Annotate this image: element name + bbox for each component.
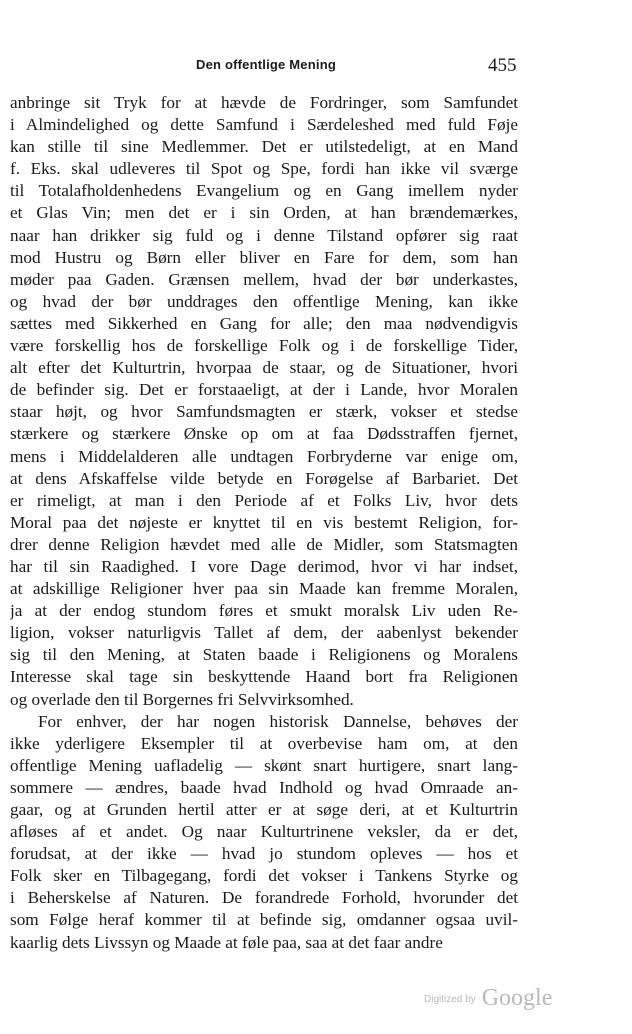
page-number: 455 (488, 55, 517, 76)
text-line: kan stille til sine Medlemmer. Det er utilstedeligt, at en Mand (10, 137, 518, 157)
text-line: i Beherskelse af Naturen. De forandrede Forhold, hvorunder det (10, 888, 518, 908)
text-line: og hvad der bør unddrages den offentlige Mening, kan ikke (10, 291, 518, 311)
text-line: de befinder sig. Det er forstaaeligt, at der i Lande, hvor Moralen (10, 380, 518, 400)
text-line: mod Hustru og Børn eller bliver en Fare for dem, som han (10, 247, 518, 267)
text-line: et Glas Vin; men det er i sin Orden, at han brændemærkes, (10, 203, 518, 223)
google-logo: Google (481, 985, 553, 1011)
text-line: Folk sker en Tilbagegang, fordi det vokser i Tankens Styrke og (10, 866, 518, 886)
text-line: kaarlig dets Livssyn og Maade at føle paa, saa at det faar andre (10, 932, 443, 952)
text-line: at dens Afskaffelse vilde betyde en Forøgelse af Barbariet. Det (10, 468, 518, 488)
text-line: staar højt, og hvor Samfundsmagten er stærk, vokser et stedse (10, 402, 518, 422)
text-line: stærkere og stærkere Ønske op om at faa Dødsstraffen fjernet, (10, 424, 518, 444)
text-line: har til sin Raadighed. I vore Dage derimod, hvor vi har indset, (10, 556, 518, 576)
text-line: ikke yderligere Eksempler til at overbevise ham om, at den (10, 733, 518, 753)
text-line: er rimeligt, at man i den Periode af et Folks Liv, hvor dets (10, 490, 518, 510)
text-line: afløses af et andet. Og naar Kulturtrinene veksler, da er det, (10, 822, 518, 842)
body-text (10, 92, 518, 954)
text-line: være forskellig hos de forskellige Folk og i de forskellige Tider, (10, 336, 518, 356)
text-line: For enhver, der har nogen historisk Dannelse, behøves der (38, 711, 518, 731)
text-line: anbringe sit Tryk for at hævde de Fordringer, som Samfundet (10, 93, 518, 112)
text-line: ligion, vokser naturligvis Tallet af dem, der aabenlyst bekender (10, 623, 518, 643)
text-line: forudsat, at der ikke — hvad jo stundom opleves — hos et (10, 844, 518, 864)
text-line: Interesse skal tage sin beskyttende Haand bort fra Religionen (10, 667, 518, 687)
text-line: at adskillige Religioner hver paa sin Maade kan fremme Moralen, (10, 579, 518, 599)
watermark-prefix: Digitized by (424, 994, 476, 1005)
text-line: f. Eks. skal udleveres til Spot og Spe, fordi han ikke vil sværge (10, 159, 518, 179)
running-title: Den offentlige Mening (196, 57, 336, 72)
text-line: i Almindelighed og dette Samfund i Særdeleshed med fuld Føje (10, 115, 518, 135)
text-line: drer denne Religion hævdet med alle de Midler, som Statsmagten (10, 534, 518, 554)
text-line: ja at der endog stundom føres et smukt moralsk Liv uden Re- (10, 601, 518, 621)
text-line: møder paa Gaden. Grænsen mellem, hvad der bør underkastes, (10, 269, 518, 289)
page-header (0, 55, 632, 77)
text-line: og overlade den til Borgernes fri Selvvirksomhed. (10, 689, 354, 709)
text-line: sættes med Sikkerhed en Gang for alle; den maa nødvendigvis (10, 313, 518, 333)
text-line: mens i Middelalderen alle undtagen Forbryderne var enige om, (10, 446, 518, 466)
text-line: til Totalafholdenhedens Evangelium og en Gang imellem nyder (10, 181, 518, 201)
text-line: offentlige Mening uafladelig — skønt snart hurtigere, snart lang- (10, 755, 518, 775)
text-line: alt efter det Kulturtrin, hvorpaa de staar, og de Situationer, hvori (10, 358, 518, 378)
text-line: som Følge heraf kommer til at befinde sig, omdanner ogsaa uvil- (10, 910, 518, 930)
text-line: naar han drikker sig fuld og i denne Tilstand opfører sig raat (10, 225, 518, 245)
text-line: Moral paa det nøjeste er knyttet til en vis bestemt Religion, for- (10, 512, 518, 532)
text-line: sommere — ændres, baade hvad Indhold og hvad Omraade an- (10, 777, 518, 797)
digitized-watermark (424, 985, 552, 1012)
text-line: sig til den Mening, at Staten baade i Religionens og Moralens (10, 645, 518, 665)
text-line: gaar, og at Grunden hertil atter er at søge deri, at et Kulturtrin (10, 800, 518, 819)
